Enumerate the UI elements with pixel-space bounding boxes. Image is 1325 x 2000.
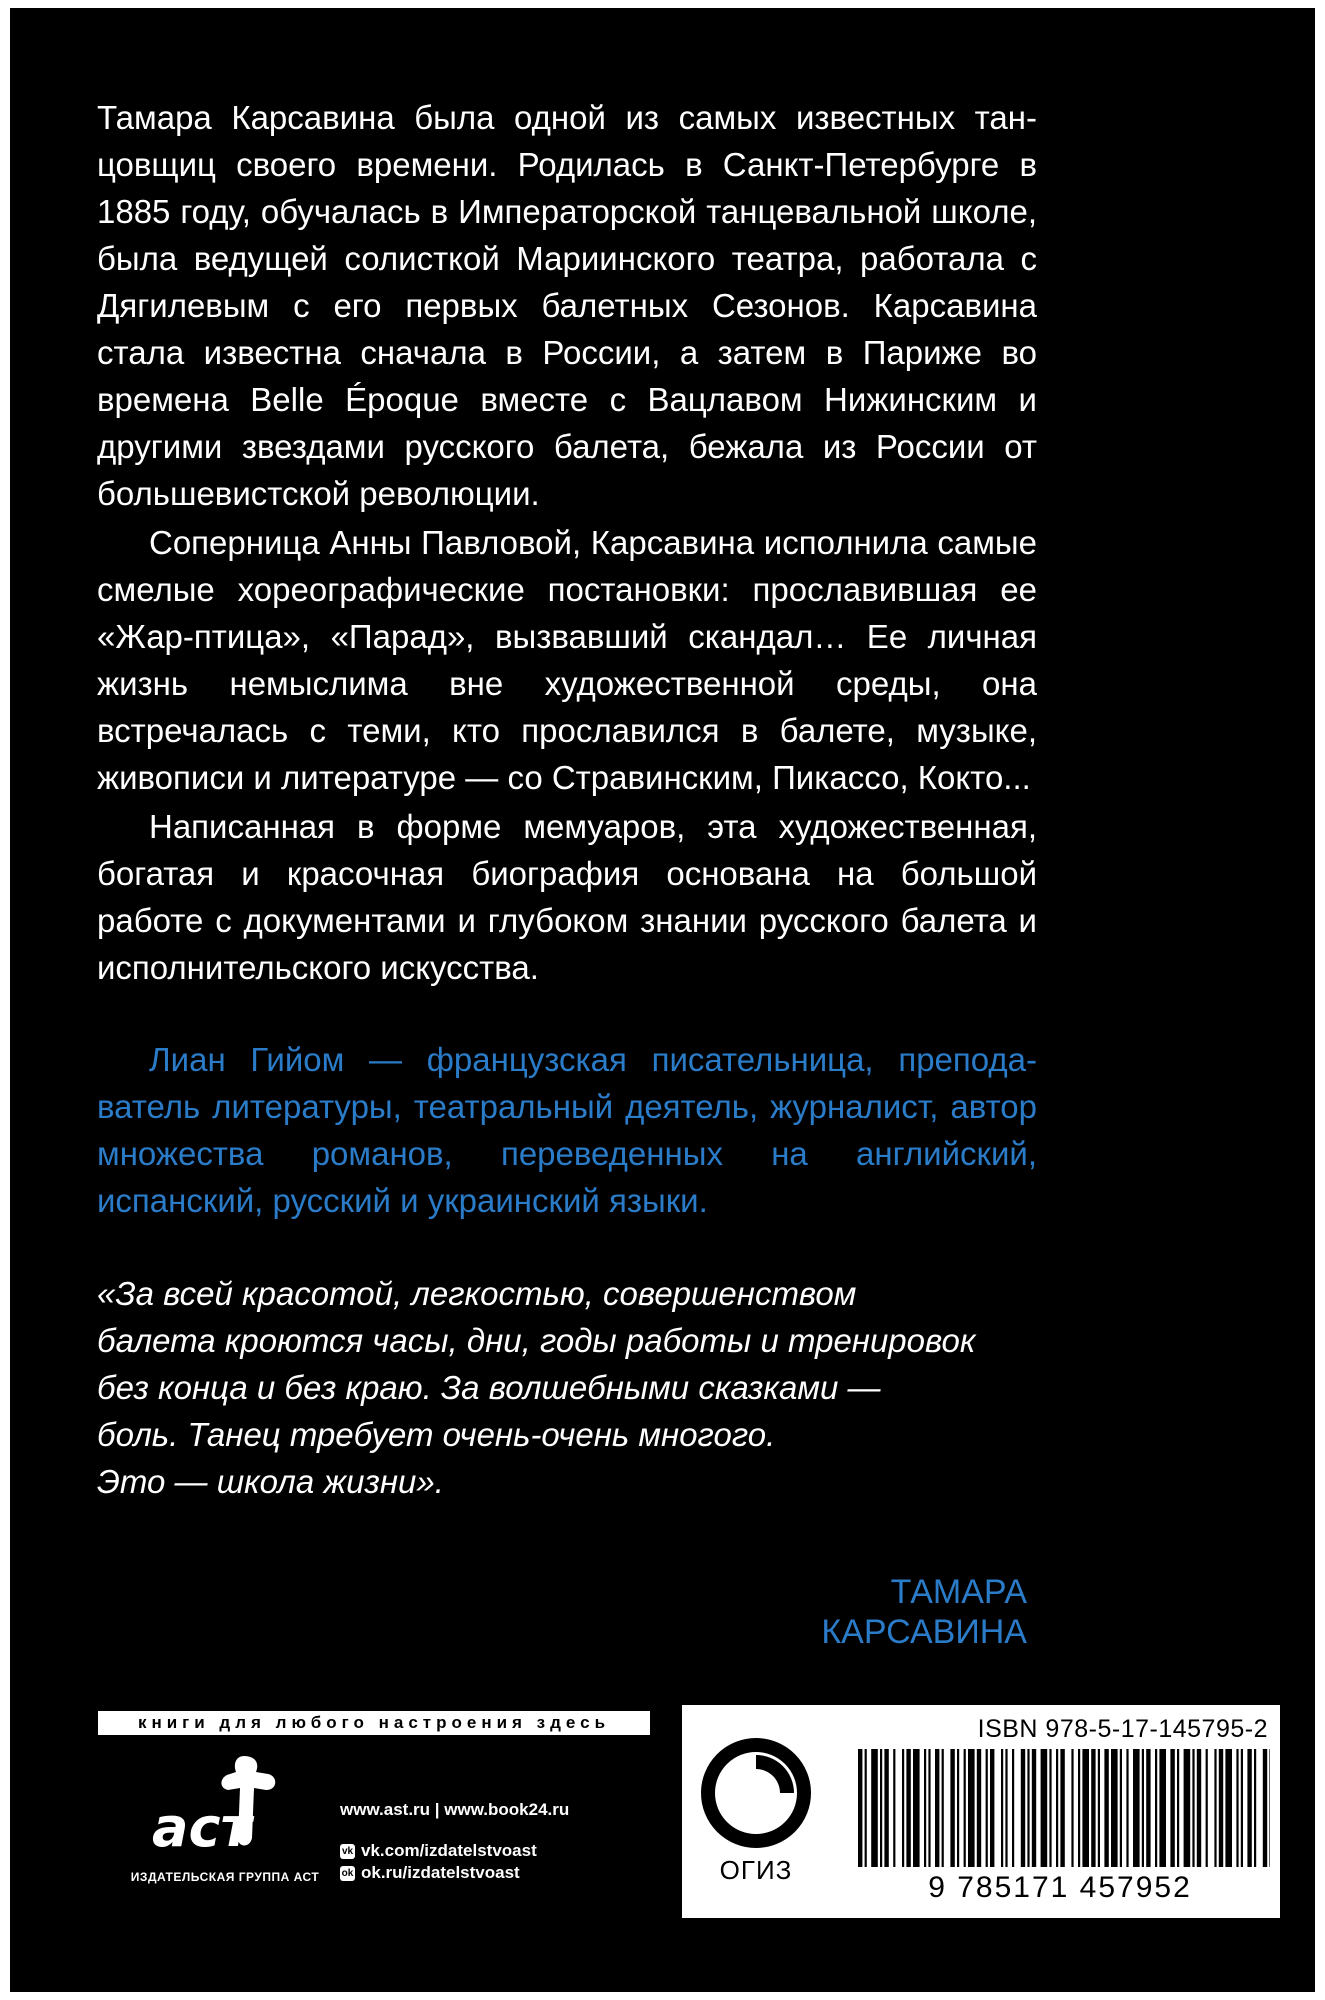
barcode-bar — [1082, 1749, 1089, 1867]
barcode-bar — [957, 1749, 959, 1867]
blurb-paragraph-2: Соперница Анны Павловой, Карсавина исполнила самые смелые хореографические постановки: прославившая ее «Жар-птица», «Парад», вызвавший скандал… Ее личная жизнь немыслима вне художественной среды, она встречалась с теми, кто прославился в балете, музыке, живописи и литературе — со Стравинским, Пикассо, Кокто... — [97, 524, 1037, 796]
isbn: ISBN 978-5-17-145795-2 — [977, 1715, 1268, 1743]
tagline: книги для любого настроения здесь — [98, 1711, 650, 1735]
barcode-bar — [1192, 1749, 1194, 1867]
barcode-bar — [1219, 1749, 1223, 1867]
quote-line: боль. Танец требует очень-очень многого. — [97, 1416, 776, 1453]
barcode-bar — [950, 1749, 954, 1867]
blurb-text — [97, 94, 1037, 993]
barcode-bar — [893, 1749, 895, 1867]
vk-icon: vk — [341, 1845, 354, 1857]
barcode-bar — [924, 1749, 926, 1867]
barcode-bar — [986, 1749, 988, 1867]
book-back-cover — [10, 8, 1315, 1992]
barcode-bar — [1146, 1749, 1150, 1867]
barcode-bar — [942, 1749, 944, 1867]
ok-link[interactable] — [340, 1862, 569, 1884]
barcode-bar — [858, 1749, 862, 1867]
barcode-bar — [1184, 1749, 1191, 1867]
barcode-bar — [1012, 1749, 1014, 1867]
barcode-bar — [1104, 1749, 1108, 1867]
barcode-bar — [1247, 1749, 1251, 1867]
barcode-bar — [1206, 1749, 1208, 1867]
barcode-bar — [1177, 1749, 1179, 1867]
barcode-bar — [964, 1749, 966, 1867]
barcode-bar — [1049, 1749, 1051, 1867]
barcode-bar — [1263, 1749, 1267, 1867]
barcode-bar — [1056, 1749, 1058, 1867]
ean-number: 9 785171 457952 — [928, 1871, 1192, 1904]
author-bio: Лиан Гийом — французская писательница, преподаватель литературы, театральный деятель, журналист, автор множества романов, переведенных на английский, испанский, русский и украинский языки. — [97, 1041, 1037, 1219]
barcode-bar — [928, 1749, 930, 1867]
barcode-bar — [1159, 1749, 1166, 1867]
barcode-bar — [1001, 1749, 1003, 1867]
barcode-bar — [1098, 1749, 1100, 1867]
barcode-bar — [1214, 1749, 1216, 1867]
quote-line: «За всей красотой, легкостью, совершенством — [97, 1275, 857, 1312]
ok-link-text: ok.ru/izdatelstvoast — [361, 1863, 520, 1882]
barcode-bar — [1071, 1749, 1073, 1867]
ast-logo-text: аст — [152, 1796, 252, 1859]
barcode-bar — [913, 1749, 920, 1867]
barcode-bars — [858, 1749, 1270, 1867]
barcode-bar — [935, 1749, 939, 1867]
quote-line: Это — школа жизни». — [97, 1463, 444, 1500]
ok-icon: ok — [341, 1867, 354, 1879]
barcode-bar — [1197, 1749, 1201, 1867]
barcode-bar — [1111, 1749, 1118, 1867]
barcode-bar — [1133, 1749, 1140, 1867]
ast-logo — [132, 1750, 312, 1860]
quote-author-last-name: КАРСАВИНА — [821, 1613, 1027, 1651]
barcode-bar — [1078, 1749, 1080, 1867]
quote-line: без конца и без краю. За волшебными сказками — — [97, 1369, 881, 1406]
barcode-bar — [880, 1749, 882, 1867]
publisher-links — [340, 1800, 569, 1884]
barcode-bar — [906, 1749, 910, 1867]
quote-author-first-name: ТАМАРА — [890, 1573, 1027, 1611]
barcode-bar — [1155, 1749, 1157, 1867]
quote-author — [821, 1572, 1027, 1652]
barcode-bar — [1269, 1749, 1270, 1867]
quote-line: балета кроются часы, дни, годы работы и тренировок — [97, 1322, 976, 1359]
barcode-bar — [990, 1749, 994, 1867]
barcode-bar — [1241, 1749, 1243, 1867]
barcode-bar — [1041, 1749, 1048, 1867]
barcode-bar — [1005, 1749, 1007, 1867]
barcode-bar — [1021, 1749, 1025, 1867]
barcode-bar — [865, 1749, 867, 1867]
barcode-bar — [884, 1749, 888, 1867]
publisher-group-name: ИЗДАТЕЛЬСКАЯ ГРУППА АСТ — [130, 1870, 320, 1884]
barcode-bar — [1142, 1749, 1144, 1867]
barcode-bar — [1032, 1749, 1036, 1867]
barcode-bar — [1170, 1749, 1174, 1867]
barcode-panel — [682, 1705, 1280, 1918]
barcode-bar — [1091, 1749, 1095, 1867]
vk-link[interactable] — [340, 1840, 569, 1862]
barcode-bar — [902, 1749, 904, 1867]
barcode-bar — [1236, 1749, 1238, 1867]
barcode-bar — [968, 1749, 975, 1867]
barcode-bar — [1027, 1749, 1029, 1867]
ogiz-imprint-name: ОГИЗ — [719, 1855, 793, 1885]
quote — [97, 1270, 1037, 1505]
blurb-paragraph-3: Написанная в форме мемуаров, эта художественная, богатая и красочная биография основана на большой работе с документами и глубоком знании русского балета и исполнительского искусства. — [97, 808, 1037, 986]
barcode-bar — [1254, 1749, 1256, 1867]
websites-link[interactable]: www.ast.ru | www.book24.ru — [340, 1800, 570, 1819]
vk-link-text: vk.com/izdatelstvoast — [361, 1841, 537, 1860]
barcode-bar — [1060, 1749, 1064, 1867]
barcode-bar — [1225, 1749, 1232, 1867]
barcode-bar — [977, 1749, 981, 1867]
barcode-bar — [1126, 1749, 1128, 1867]
barcode-bar — [871, 1749, 878, 1867]
blurb-paragraph-1: Тамара Карсавина была одной из самых известных танцовщиц своего времени. Родилась в Санкт-Петербурге в 1885 году, обучалась в Императорской танцевальной школе, была ведущей солисткой Мариинского театра, работала с Дягилевым с его первых балетных Сезонов. Карсавина стала известна сначала в России, а затем в Париже во времена Belle Époque вместе с Вацлавом Нижинским и другими звездами русского балета, бежала из России от большевистской революции. — [97, 99, 1037, 512]
barcode-bar — [1120, 1749, 1122, 1867]
